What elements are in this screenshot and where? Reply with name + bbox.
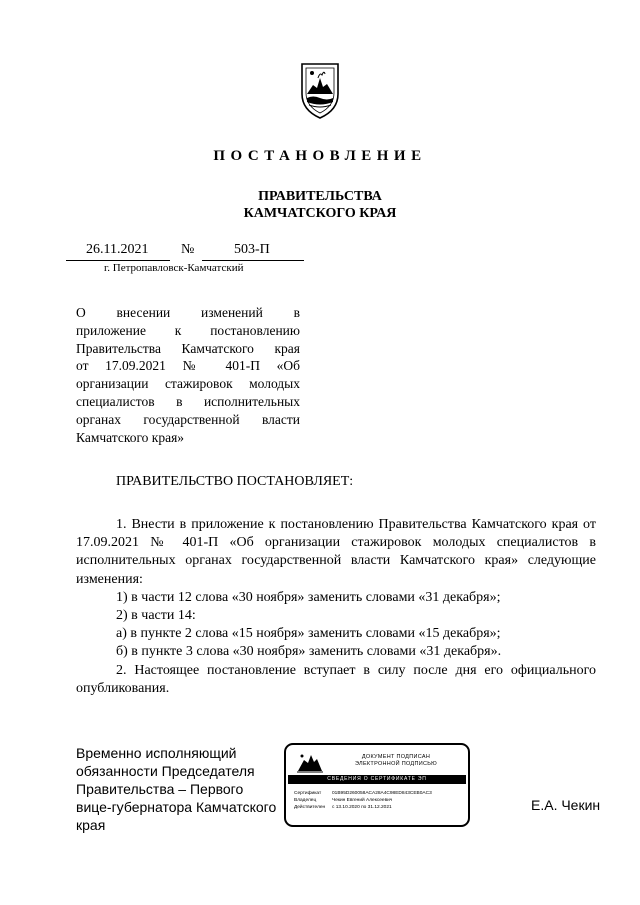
signer-name: Е.А. Чекин: [531, 797, 601, 813]
subject-line: органах государственной власти: [76, 411, 300, 427]
decree-statement: ПРАВИТЕЛЬСТВО ПОСТАНОВЛЯЕТ:: [116, 474, 354, 489]
number-underline: [202, 260, 304, 261]
subject-line: приложение к постановлению: [76, 322, 300, 338]
stamp-title-line: ДОКУМЕНТ ПОДПИСАН: [361, 754, 431, 760]
body-paragraph: 2. Настоящее постановление вступает в силу после дня его официального опубликования.: [76, 662, 596, 696]
date-underline: [66, 260, 170, 261]
stamp-title: [328, 754, 464, 768]
stamp-row-value: Чекин Евгений Алексеевич: [332, 798, 393, 803]
signatory-position: [76, 744, 276, 834]
stamp-row-value: 01B95D260058ACA28A4C98ED843CEB0AC3: [332, 791, 432, 796]
org-name-line2: КАМЧАТСКОГО КРАЯ: [243, 206, 397, 221]
subject-line: Камчатского края»: [76, 429, 185, 445]
city-label: г. Петропавловск-Камчатский: [104, 262, 244, 274]
subject-line: организации стажировок молодых: [76, 376, 300, 392]
stamp-row-key: Сертификат: [294, 791, 322, 796]
body-paragraph: 2) в части 14:: [116, 608, 196, 624]
number-sign: №: [181, 242, 195, 257]
signatory-line: вице-губернатора Камчатского: [76, 799, 277, 815]
body-paragraph: а) в пункте 2 слова «15 ноября» заменить словами «15 декабря»;: [116, 626, 501, 642]
body-paragraph: 1. Внести в приложение к постановлению Правительства Камчатского края от 17.09.2021 № 401-П «Об организации стажировок молодых специалистов в исполнительных органах государственной власти Камчатского края» следующие изменения:: [76, 517, 596, 587]
emblem-icon: [296, 751, 324, 773]
stamp-row: [294, 804, 392, 811]
stamp-row-value: с 13.10.2020 по 31.12.2021: [332, 805, 392, 810]
stamp-row: [294, 790, 432, 797]
stamp-row-key: Действителен: [294, 805, 326, 810]
stamp-row-key: Владелец: [294, 798, 317, 803]
stamp-row: [294, 797, 392, 804]
signatory-line: обязанности Председателя: [76, 763, 255, 779]
document-number: 503-П: [234, 242, 270, 257]
document-date: 26.11.2021: [86, 242, 149, 257]
document-subject: [76, 304, 300, 446]
org-name-line1: ПРАВИТЕЛЬСТВА: [258, 189, 382, 204]
stamp-bar: СВЕДЕНИЯ О СЕРТИФИКАТЕ ЭП: [288, 775, 466, 784]
stamp-title-line: ЭЛЕКТРОННОЙ ПОДПИСЬЮ: [354, 761, 438, 767]
subject-line: от 17.09.2021 № 401-П «Об: [76, 358, 300, 374]
signatory-line: Правительства – Первого: [76, 781, 244, 797]
emblem-icon: [298, 60, 342, 120]
signatory-line: края: [76, 817, 106, 833]
body-paragraph: 1) в части 12 слова «30 ноября» заменить словами «31 декабря»;: [116, 589, 501, 605]
signatory-line: Временно исполняющий: [76, 745, 237, 761]
document-title: ПОСТАНОВЛЕНИЕ: [213, 148, 427, 164]
subject-line: Правительства Камчатского края: [76, 340, 300, 356]
subject-line: О внесении изменений в: [76, 305, 300, 320]
subject-line: специалистов в исполнительных: [76, 393, 300, 409]
body-paragraph: б) в пункте 3 слова «30 ноября» заменить словами «31 декабря».: [116, 644, 502, 660]
document-body: [76, 516, 596, 698]
electronic-signature-stamp: [284, 743, 470, 827]
